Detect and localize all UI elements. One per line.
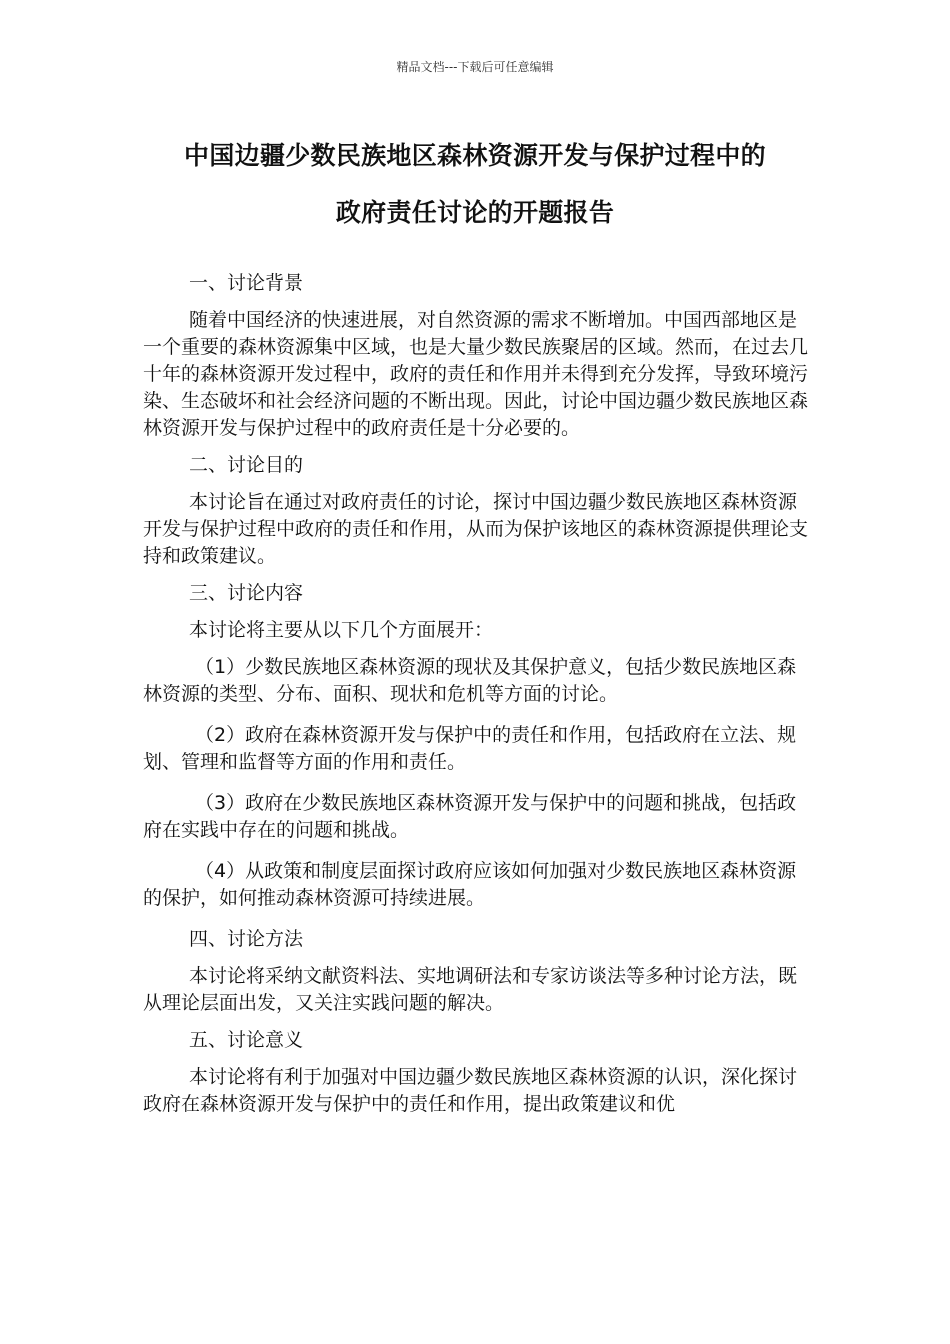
content-item-4: （4）从政策和制度层面探讨政府应该如何加强对少数民族地区森林资源的保护，如何推动森林资源可持续进展。 <box>143 860 797 909</box>
document-body <box>143 270 813 1128</box>
section-heading-background: 一、讨论背景 <box>189 272 304 294</box>
section-heading-purpose: 二、讨论目的 <box>189 454 304 476</box>
paragraph-purpose: 本讨论旨在通过对政府责任的讨论，探讨中国边疆少数民族地区森林资源开发与保护过程中政府的责任和作用，从而为保护该地区的森林资源提供理论支持和政策建议。 <box>143 491 809 567</box>
content-item-3: （3）政府在少数民族地区森林资源开发与保护中的问题和挑战，包括政府在实践中存在的问题和挑战。 <box>143 792 797 841</box>
paragraph-significance: 本讨论将有利于加强对中国边疆少数民族地区森林资源的认识，深化探讨政府在森林资源开发与保护中的责任和作用，提出政策建议和优 <box>143 1066 798 1115</box>
content-item-1: （1）少数民族地区森林资源的现状及其保护意义，包括少数民族地区森林资源的类型、分布、面积、现状和危机等方面的讨论。 <box>143 656 797 705</box>
document-title-line-1: 中国边疆少数民族地区森林资源开发与保护过程中的 <box>184 141 766 170</box>
paragraph-background: 随着中国经济的快速进展，对自然资源的需求不断增加。中国西部地区是一个重要的森林资源集中区域，也是大量少数民族聚居的区域。然而，在过去几十年的森林资源开发过程中，政府的责任和作用并未得到充分发挥，导致环境污染、生态破坏和社会经济问题的不断出现。因此，讨论中国边疆少数民族地区森林资源开发与保护过程中的政府责任是十分必要的。 <box>143 309 809 439</box>
paragraph-content-intro: 本讨论将主要从以下几个方面展开： <box>189 619 494 641</box>
page-header: 精品文档---下载后可任意编辑 <box>396 60 554 74</box>
content-item-2: （2）政府在森林资源开发与保护中的责任和作用，包括政府在立法、规划、管理和监督等方面的作用和责任。 <box>143 724 797 773</box>
section-heading-method: 四、讨论方法 <box>189 928 304 950</box>
paragraph-method: 本讨论将采纳文献资料法、实地调研法和专家访谈法等多种讨论方法，既从理论层面出发，又关注实践问题的解决。 <box>143 965 798 1014</box>
section-heading-content: 三、讨论内容 <box>189 582 304 604</box>
section-heading-significance: 五、讨论意义 <box>189 1029 304 1051</box>
document-title-line-2: 政府责任讨论的开题报告 <box>335 198 615 227</box>
